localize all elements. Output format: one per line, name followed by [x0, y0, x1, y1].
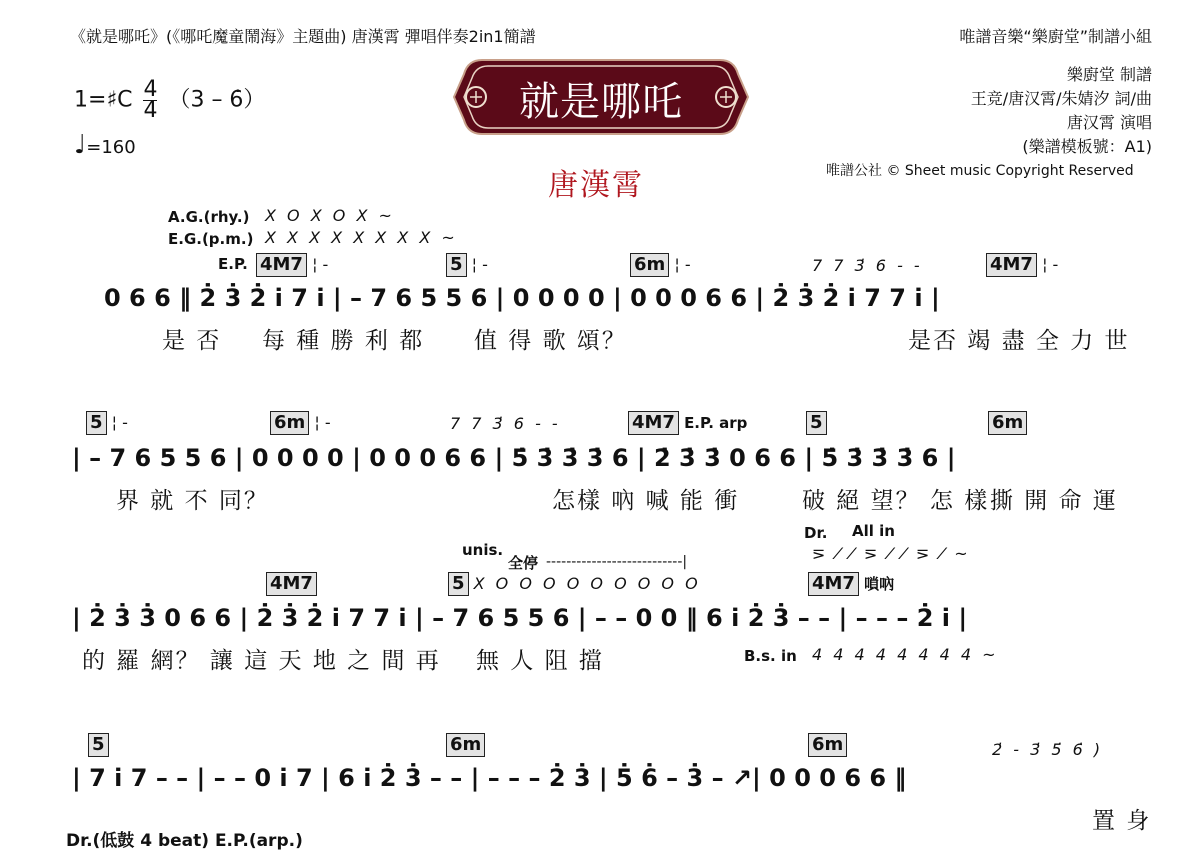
key-prefix: 1=	[74, 87, 107, 113]
suona-label: 嗩吶	[864, 575, 895, 593]
chord-label: 5	[806, 411, 827, 435]
quarter-note-icon: ♩	[74, 130, 87, 160]
chord-label: 6m	[446, 733, 485, 757]
lyrics-row3-a: 的 羅 網？ 讓 這 天 地 之 間 再	[82, 648, 441, 674]
chord-row3-3	[808, 572, 894, 596]
melody-row4: | 7 i̇ 7 – – | – – 0 i̇ 7 | 6 i̇ 2̇ 3̇ – – | – – – 2̇ 3̇ | 5̇ 6̇ – 3̇ – ↗| 0 0 0 6 6 ‖	[72, 764, 907, 792]
upper-line-row1: 7 7 3̇ 6 - -	[812, 256, 923, 275]
chord-row2-3	[628, 411, 747, 435]
lyrics-row4: 置 身	[1092, 808, 1152, 834]
chord-row1-3	[630, 253, 691, 277]
chord-mark: ¦ -	[471, 255, 488, 274]
inst-ep-label: E.P.	[218, 255, 248, 273]
lyrics-row2-d: 撕 開 命 運	[990, 488, 1118, 514]
credit-writers: 王竞/唐汉霄/朱婧汐 詞/曲	[970, 89, 1152, 108]
time-bottom: 4	[143, 98, 158, 123]
chord-mark: ¦ -	[314, 413, 331, 432]
song-title: 就是哪吒	[519, 79, 683, 125]
chord-label: 4M7	[808, 572, 859, 596]
key-signature	[74, 77, 266, 123]
chord-mark: ¦ -	[674, 255, 691, 274]
chord-row4-1	[88, 733, 109, 757]
chord-label: 6m	[988, 411, 1027, 435]
chord-row4-3	[808, 733, 847, 757]
chord-label: 4M7	[628, 411, 679, 435]
chord-label: 4M7	[256, 253, 307, 277]
bass-label: B.s. in	[744, 647, 797, 665]
chord-row1-4	[986, 253, 1058, 277]
chord-label: 6m	[630, 253, 669, 277]
chord-label: 5	[88, 733, 109, 757]
inst-ag-label: A.G.(rhy.)	[168, 208, 250, 226]
upper-line-row2: 7 7 3̇ 6 - -	[450, 414, 561, 433]
chord-row2-4	[806, 411, 827, 435]
inst-eg-pattern: X X X X X X X X ~	[265, 228, 458, 247]
upper-line-row4: 2̇ - 3̇ 5̇ 6̇ )	[992, 740, 1104, 759]
chord-row2-2	[270, 411, 331, 435]
chord-label: 6m	[270, 411, 309, 435]
publisher: 唯譜音樂“樂廚堂”制譜小組	[959, 27, 1152, 46]
chord-label: 4M7	[986, 253, 1037, 277]
key-name: ♯C	[106, 87, 133, 113]
drum-pattern: ⋝ ⁄ ⁄ ⋝ ⁄ ⁄ ⋝ ⁄ ~	[812, 544, 971, 563]
chord-row4-2	[446, 733, 485, 757]
chord-mark: ¦ -	[111, 413, 128, 432]
chord-row3-2	[448, 572, 701, 596]
x-pattern: X O O O O O O O O O	[473, 574, 701, 593]
lyrics-row1-a: 是 否	[162, 328, 222, 354]
lyrics-row2-c: 破 絕 望？ 怎 樣	[802, 488, 990, 514]
chord-row1-2	[446, 253, 488, 277]
melody-row2: | – 7 6 5 5 6 | 0 0 0 0 | 0 0 0 6 6 | 5̇ 3̇ 3̇ 3̇ 6 | 2̇ 3̇ 3̇ 0 6 6 | 5̇ 3̇ 3̇ 3̇ 6 |	[72, 444, 956, 472]
stop-label: 全停	[508, 554, 539, 572]
melody-row1: 0 6 6 ‖ 2̇ 3̇ 2̇ i̇ 7 i̇ | – 7 6 5 5 6 | 0 0 0 0 | 0 0 0 6 6 | 2̇ 3̇ 2̇ i̇ 7 7 i̇ |	[104, 284, 940, 312]
melody-row3: | 2̇ 3̇ 3̇ 0 6 6 | 2̇ 3̇ 2̇ i̇ 7 7 i̇ | – 7 6 5 5 6 | – – 0 0 ‖ 6 i̇ 2̇ 3̇ – – | – – – 2̇ i̇ |	[72, 604, 968, 632]
inst-eg-label: E.G.(p.m.)	[168, 230, 254, 248]
credit-singer: 唐汉霄 演唱	[1066, 113, 1152, 132]
credit-template: (樂譜模板號：A1)	[1022, 137, 1152, 156]
chord-mark: ¦ -	[1042, 255, 1059, 274]
tempo-mark	[74, 130, 136, 160]
chord-mark: ¦ -	[312, 255, 329, 274]
chord-row1-1	[256, 253, 328, 277]
chord-label: 5	[86, 411, 107, 435]
tempo-value: =160	[86, 137, 136, 158]
artist-name: 唐漢霄	[548, 168, 644, 203]
lyrics-row1-d: 是否 竭 盡 全 力 世	[908, 328, 1130, 354]
intro-hint: （3 – 6̇）	[168, 87, 266, 113]
time-top: 4	[143, 77, 158, 102]
lyrics-row1-c: 值 得 歌 頌？	[474, 328, 627, 354]
lyrics-row2-b: 怎樣 吶 喊 能 衝	[552, 488, 740, 514]
credit-arranger: 樂廚堂 制譜	[1066, 65, 1152, 84]
song-info: 《就是哪吒》(《哪吒魔童鬧海》主題曲) 唐漢霄 彈唱伴奏2in1簡譜	[70, 27, 536, 46]
chord-row2-5	[988, 411, 1027, 435]
unis-label: unis.	[462, 541, 504, 559]
time-signature	[143, 77, 158, 123]
lyrics-row3-b: 無 人 阻 擋	[476, 648, 604, 674]
drum-label: Dr.	[804, 524, 828, 542]
all-in-label: All in	[852, 522, 895, 540]
bass-pattern: 4 4 4 4 4 4 4 4 ~	[812, 645, 999, 664]
inst-ag-pattern: X O X O X ~	[265, 206, 395, 225]
chord-mark: E.P. arp	[684, 414, 748, 432]
chord-row3-1	[266, 572, 317, 596]
chord-label: 4M7	[266, 572, 317, 596]
bottom-note: Dr.(低鼓 4 beat) E.P.(arp.)	[66, 831, 303, 851]
chord-label: 5	[446, 253, 467, 277]
chord-label: 5	[448, 572, 469, 596]
lyrics-row2-a: 界 就 不 同？	[116, 488, 269, 514]
lyrics-row1-b: 每 種 勝 利 都	[262, 328, 425, 354]
chord-row2-1	[86, 411, 128, 435]
copyright: 唯譜公社 © Sheet music Copyright Reserved	[826, 163, 1134, 179]
stop-line: ---------------------------|	[546, 554, 688, 570]
title-plaque	[452, 56, 750, 138]
chord-label: 6m	[808, 733, 847, 757]
